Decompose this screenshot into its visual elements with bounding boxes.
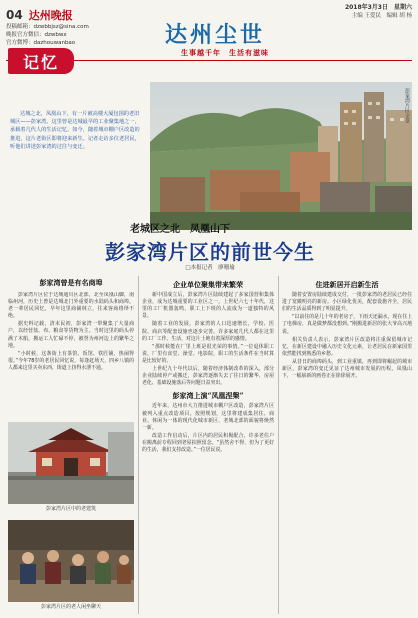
paragraph: 彭家湾片区位于达城通川区北部，北至凤凰山脚，南临州河，历史上曾是达城北门外重要的水陆码头和商埠。老一辈居民回忆，早年这里商铺林立，往来客商络绎不绝。 bbox=[8, 292, 134, 320]
paragraph: 新中国成立后，彭家湾片区陆续建起了多家国营和集体企业，成为达城重要的工业区之一。上世纪六七十年代，这里的工厂机器轰鸣，职工上下班的人流成为一道独特的风景。 bbox=[142, 292, 274, 320]
wechat-account: 晚报官方微信：dzwbwx bbox=[6, 32, 67, 38]
page-number: 04 bbox=[6, 8, 23, 22]
paragraph: 随着安置房陆续建成交付，一批彭家湾的老居民已经住进了宽敞明亮的新房。小区绿化优美，配套设施齐全，居民们的生活品质得到了明显提升。 bbox=[282, 292, 412, 313]
article-intro: 达城之北，凤凰山下，有一片被高楼大厦包围的老旧城区——彭家湾。这里曾是达城最早的工业聚集地之一，承载着几代人的生活记忆。如今，随着城市棚户区改造的推进，这片老街区即将迎来新生。记者走访多位老居民，听他们讲述彭家湾的过往与变迁。 bbox=[10, 111, 140, 150]
paragraph: 据史料记载，清末民初，彭家湾一带聚集了大量商户，以经营盐、布、粮食等货物为主。当时这里的码头停满了木船，搬运工人忙碌不停，被誉为州河边上的繁华之地。 bbox=[8, 321, 134, 349]
building-photo-icon bbox=[8, 422, 134, 504]
column-1 bbox=[8, 292, 134, 418]
article-byline: □本报记者 廖珊瑜 bbox=[185, 265, 235, 271]
paragraph: “那时候能在厂里上班是很光荣的事情。”一位退休职工说，厂里有食堂、澡堂、电影院，职工的生活条件在当时算是比较好的。 bbox=[142, 343, 274, 364]
subhead-3: 彭家湾上演“凤凰涅槃” bbox=[172, 391, 244, 401]
memory-banner: 记忆 bbox=[8, 48, 74, 74]
column-3 bbox=[282, 276, 412, 614]
photo-old-building bbox=[8, 422, 134, 504]
paragraph: 近年来，达州市大力推进城市棚户区改造，彭家湾片区被列入重点改造项目。按照规划，这里将建成集居住、商业、休闲为一体的现代化城市新区，老城北部的面貌将焕然一新。 bbox=[142, 403, 274, 431]
paragraph: 从昔日的商埠码头，到工业重镇，再到即将崛起的城市新区，彭家湾的变迁见证了达州城市发展的历程。凤凰山下，一幅崭新的画卷正在徐徐展开。 bbox=[282, 358, 412, 380]
subhead-1: 彭家湾曾是有名商埠 bbox=[39, 278, 103, 287]
people-photo-icon bbox=[8, 520, 134, 602]
paragraph: 随着工业的发展，彭家湾的人口迅速增长，学校、医院、商店等配套设施也逐步完善。许多家庭几代人都在这里的工厂工作、生活，对这片土地有着深厚的感情。 bbox=[142, 321, 274, 342]
weibo-account: 官方微博：dazhouwanbao bbox=[6, 40, 76, 46]
photo-residents bbox=[8, 520, 134, 602]
paragraph: “以前住的是几十年的老房子，下雨天还漏水，现在住上了电梯房，真是做梦都没想到。”刚搬进新居的张大爷高兴地说。 bbox=[282, 314, 412, 335]
masthead-right bbox=[345, 4, 412, 20]
headline-kicker: 老城区之北 凤凰山下 bbox=[130, 224, 230, 235]
section-slogan: 生事越千年 生活有滋味 bbox=[181, 49, 269, 57]
paragraph: 改造工作启动后，片区内的居民积极配合，许多老住户在搬离前专程回到老屋拍照留念。“虽然舍不得，但为了更好的生活，我们支持改造。”一位居民说。 bbox=[142, 432, 274, 453]
photo-vertical-caption: 彭家湾片区全景 bbox=[404, 88, 410, 123]
photo-caption-3: 彭家湾片区的老人闲坐聊天 bbox=[40, 604, 101, 610]
subhead-2: 企业单位聚集带来繁荣 bbox=[173, 280, 243, 289]
article-headline: 彭家湾片区的前世今生 bbox=[105, 240, 315, 264]
cityscape-photo-icon bbox=[150, 82, 412, 230]
submission-email: 投稿邮箱：dzwbbjsz@sina.com bbox=[6, 24, 89, 30]
column-divider bbox=[138, 276, 139, 614]
subhead-4: 住进新居开启新生活 bbox=[315, 280, 379, 289]
masthead-left bbox=[6, 4, 156, 47]
paragraph: 相关负责人表示，彭家湾片区改造将注重保留城市记忆，在新区建设中融入历史文化元素，让老居民在新家园里依然能找到熟悉的乡愁。 bbox=[282, 336, 412, 357]
column-divider bbox=[278, 276, 279, 614]
column-2 bbox=[142, 276, 274, 614]
photo-caption-2: 彭家湾片区中的老建筑 bbox=[45, 506, 96, 512]
paragraph: “小时候，这条街上有茶馆、饭馆、铁匠铺，热闹得很。”今年78岁的老居民回忆说，每逢赶场天，四乡八镇的人都来这里买卖东西，街道上挤得水泄不通。 bbox=[8, 350, 134, 371]
editor-credit: 主编 王爱民 编辑 胡 杨 bbox=[351, 13, 412, 19]
main-photo bbox=[150, 82, 412, 230]
section-title: 达州尘世 bbox=[164, 22, 265, 48]
paragraph: 上世纪九十年代以后，随着经济体制改革的深入，部分企业陆续停产或搬迁，彭家湾逐渐失去了往日的繁华，房屋老化、基础设施落后等问题日益突出。 bbox=[142, 366, 274, 387]
paper-name: 达州晚报 bbox=[28, 9, 73, 22]
issue-date: 2018年3月3日 星期六 bbox=[344, 4, 412, 11]
